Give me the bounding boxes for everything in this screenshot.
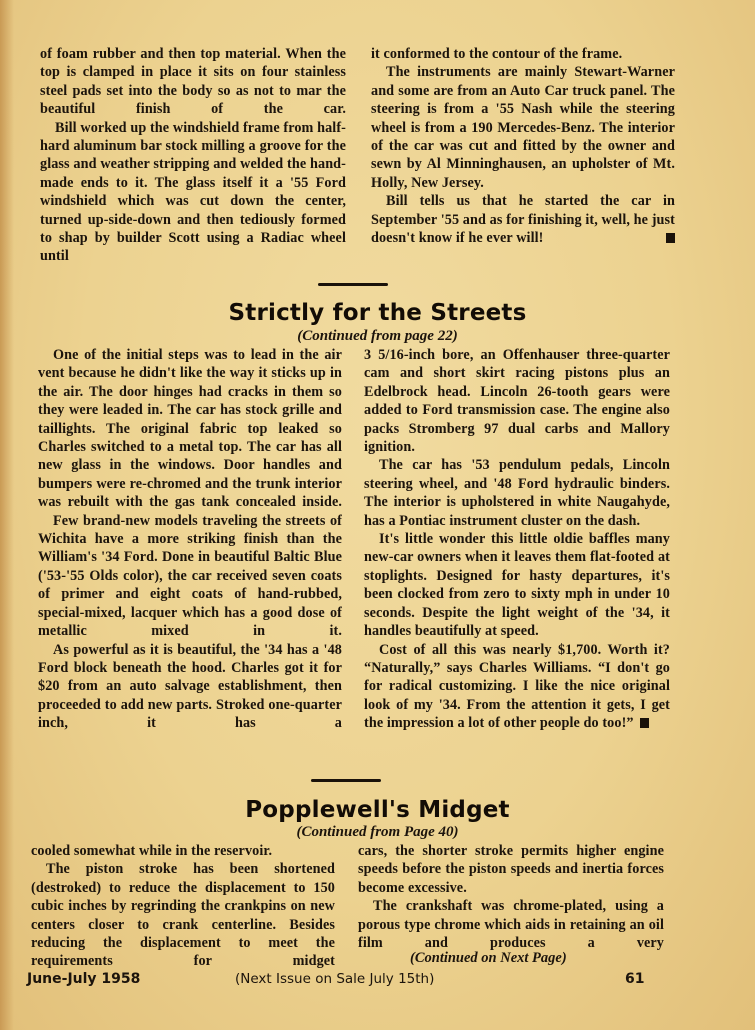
end-of-article-mark-icon	[640, 718, 649, 728]
paragraph: it conformed to the contour of the frame.	[371, 46, 623, 62]
issue-date: June-July 1958	[27, 971, 141, 987]
page-number: 61	[625, 971, 645, 987]
paragraph: Bill worked up the windshield frame from half-hard aluminum bar stock milling a groove for the glass and weather stripping and welded the hand-made ends to it. The glass itself it a '55 Ford windshield which was cut down the center, turned up-side-down and then tediously formed to shap by builder Scott using a Radiac wheel until	[40, 119, 346, 265]
paragraph: The piston stroke has been shortened (destroked) to reduce the displacement to 150 cubic inches by regrinding the crankpins on new centers closer to crank centerline. Besides reducing the displacement to meet the requirements for midget	[31, 861, 335, 970]
article-title-midget: Popplewell's Midget	[245, 797, 510, 823]
continued-on-next-page: (Continued on Next Page)	[410, 950, 567, 966]
paragraph: Few brand-new models traveling the streets of Wichita have a more striking finish than the William's '34 Ford. Done in beautiful Baltic Blue ('53-'55 Olds color), the car received seven coats of primer and eight coats of hand-rubbed, special-mixed, lacquer which has a good dose of metallic mixed in it.	[38, 512, 342, 640]
paragraph: of foam rubber and then top material. When the top is clamped in place it sits on four stainless steel pads set into the body so as not to mar the beautiful finish of the car.	[40, 46, 346, 118]
page-edge-shadow	[0, 0, 14, 1030]
paragraph: The car has '53 pendulum pedals, Lincoln steering wheel, and '48 Ford hydraulic binders. The interior is upholstered in white Naugahyde, has a Pontiac instrument cluster on the dash.	[364, 457, 670, 529]
paragraph: It's little wonder this little oldie baffles many new-car owners when it leaves them flat-footed at stoplights. Designed for hasty departures, it's been clocked from zero to sixty mph in under 10 seconds. Despite the light weight of the '34, it handles beautifully at speed.	[364, 531, 670, 640]
next-issue-notice: (Next Issue on Sale July 15th)	[235, 971, 435, 987]
paragraph-text: Bill tells us that he started the car in September '55 and as for finishing it, well, he just doesn't know if he ever will!	[371, 193, 675, 247]
midget-right-column	[358, 842, 664, 952]
paragraph: The crankshaft was chrome-plated, using a porous type chrome which aids in retaining an oil film and produces a very	[358, 898, 664, 952]
paragraph	[371, 192, 675, 247]
paragraph: As powerful as it is beautiful, the '34 has a '48 Ford block beneath the hood. Charles got it for $20 from an auto salvage establishment, then proceeded to add new parts. Stroked one-quarter inch, it has a	[38, 641, 342, 732]
midget-left-column	[31, 842, 335, 971]
top-article-right-column	[371, 45, 675, 247]
continued-from-streets: (Continued from page 22)	[297, 328, 458, 344]
paragraph	[364, 641, 670, 733]
end-of-article-mark-icon	[666, 233, 675, 243]
paragraph: cars, the shorter stroke permits higher engine speeds before the piston speeds and inertia forces become excessive.	[358, 843, 664, 896]
section-divider	[311, 779, 381, 782]
paragraph: The instruments are mainly Stewart-Warner and some are from an Auto Car truck panel. The steering is from a '55 Nash while the steering wheel is from a 190 Mercedes-Benz. The interior of the car was cut and fitted by the owner and sewn by Al Minninghausen, an upholster of Mt. Holly, New Jersey.	[371, 64, 675, 191]
article-title-streets: Strictly for the Streets	[228, 300, 527, 326]
paragraph: One of the initial steps was to lead in the air vent because he didn't like the way it sticks up in the air. The door hinges had cracks in them so they were leaded in. The car has stock grille and taillights. The original fabric top leaked so Charles switched to a metal top. The car has all new glass in the windows. Door handles and bumpers were re-chromed and the trunk interior was rebuilt with the gas tank concealed inside.	[38, 347, 342, 511]
section-divider	[318, 283, 388, 286]
continued-from-midget: (Continued from Page 40)	[296, 824, 459, 840]
paragraph-text: Cost of all this was nearly $1,700. Worth it? “Naturally,” says Charles Williams. “I don't go for radical customizing. I like the nice original look of my '34. From the attention it gets, I get the impression a lot of other people do too!”	[364, 641, 670, 732]
top-article-left-column	[40, 45, 346, 266]
streets-right-column	[364, 346, 670, 733]
paragraph: cooled somewhat while in the reservoir.	[31, 843, 273, 859]
streets-left-column	[38, 346, 342, 733]
paragraph: 3 5/16-inch bore, an Offenhauser three-quarter cam and short skirt racing pistons plus an Edelbrock head. Lincoln 26-tooth gears were added to Ford transmission case. The engine also packs Stromberg 97 dual carbs and Mallory ignition.	[364, 347, 670, 456]
